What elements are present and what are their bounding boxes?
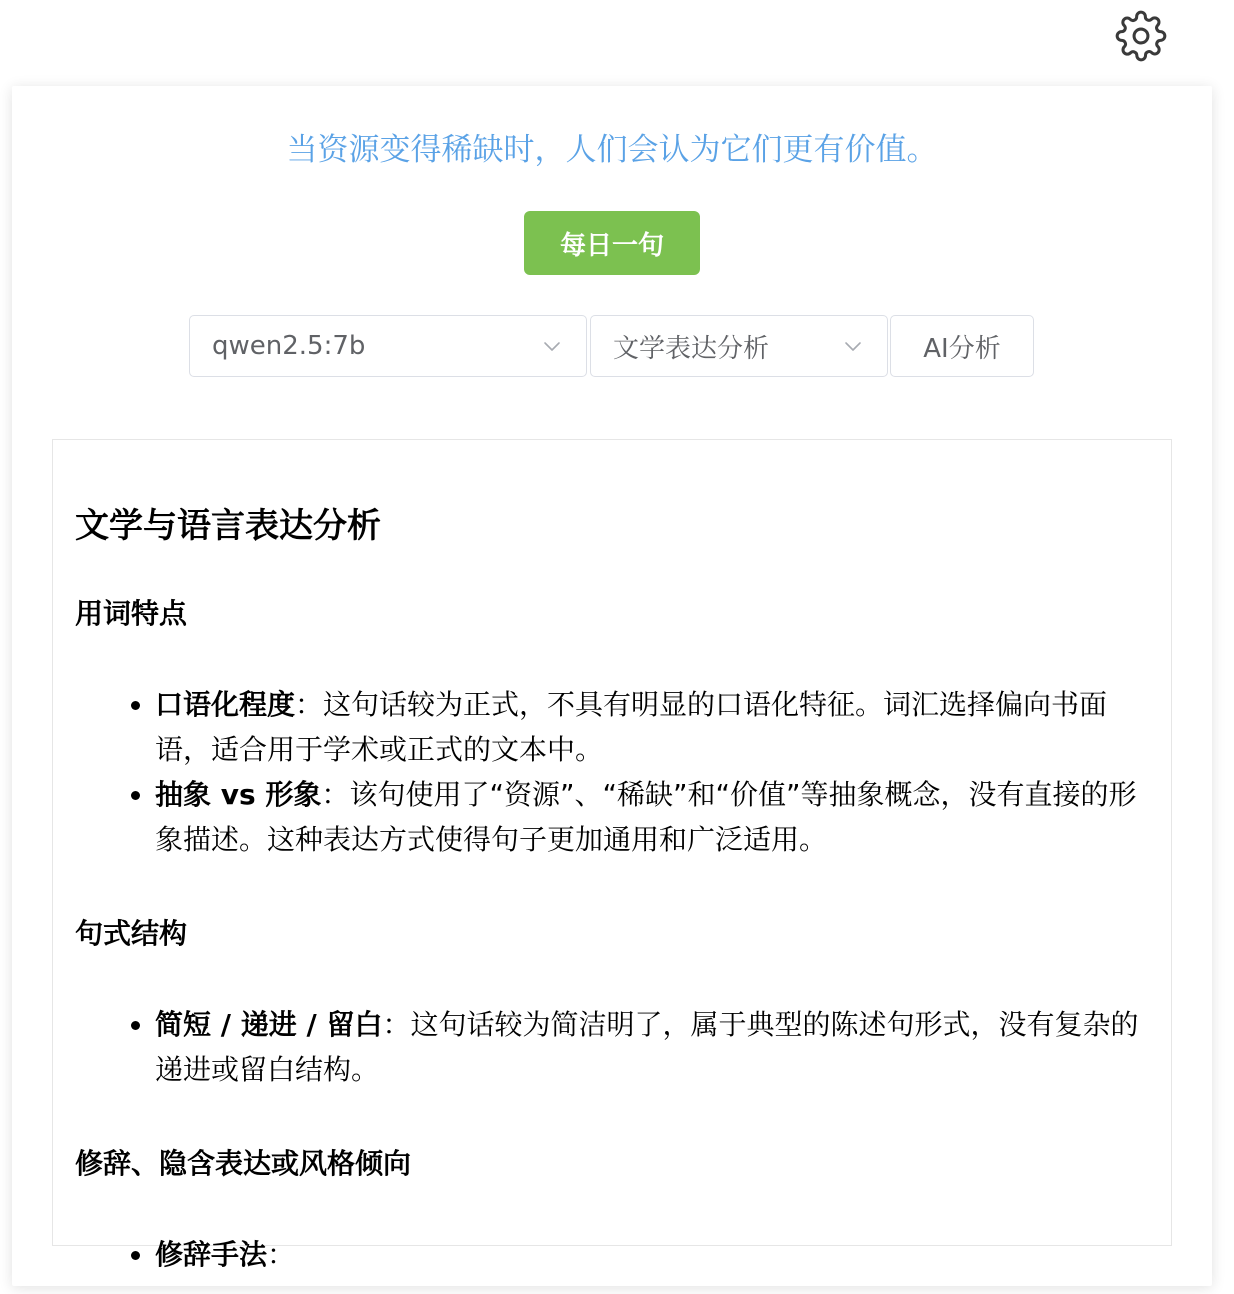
section-list <box>75 1232 1149 1277</box>
item-separator: ： <box>382 1008 411 1041</box>
mode-select-value: 文学表达分析 <box>613 333 770 364</box>
section-heading: 修辞、隐含表达或风格倾向 <box>75 1147 412 1180</box>
section-list <box>75 1002 1149 1092</box>
model-select-value: qwen2.5:7b <box>212 331 366 361</box>
item-separator: ： <box>267 1238 296 1271</box>
analysis-result-panel[interactable] <box>52 439 1172 1271</box>
section-heading: 句式结构 <box>75 917 188 950</box>
settings-button[interactable] <box>1113 10 1169 62</box>
daily-quote: 当资源变得稀缺时，人们会认为它们更有价值。 <box>286 132 938 168</box>
item-separator: ： <box>295 688 324 721</box>
list-item <box>155 682 1149 772</box>
item-text: 这句话较为简洁明了，属于典型的陈述句形式，没有复杂的递进或留白结构。 <box>155 1008 1139 1086</box>
item-term: 抽象 vs 形象 <box>155 778 322 811</box>
list-item <box>155 1232 1149 1277</box>
model-select[interactable] <box>189 315 587 377</box>
item-term: 修辞手法 <box>155 1238 268 1271</box>
ai-analyze-button[interactable]: AI分析 <box>890 315 1034 377</box>
analysis-title: 文学与语言表达分析 <box>75 506 381 546</box>
section-list <box>75 682 1149 862</box>
section-heading: 用词特点 <box>75 597 188 630</box>
list-item <box>155 1002 1149 1092</box>
chevron-down-icon <box>841 334 865 358</box>
chevron-down-icon <box>540 334 564 358</box>
item-term: 口语化程度 <box>155 688 296 721</box>
list-item <box>155 772 1149 862</box>
item-text: 该句使用了“资源”、“稀缺”和“价值”等抽象概念，没有直接的形象描述。这种表达方式使得句子更加通用和广泛适用。 <box>155 778 1137 856</box>
item-term: 简短 / 递进 / 留白 <box>155 1008 383 1041</box>
main-card <box>12 86 1212 1286</box>
analysis-mode-select[interactable] <box>590 315 888 377</box>
daily-sentence-button[interactable]: 每日一句 <box>524 211 700 275</box>
item-separator: ： <box>321 778 350 811</box>
analysis-content <box>53 506 1171 1277</box>
item-text: 这句话较为正式，不具有明显的口语化特征。词汇选择偏向书面语，适合用于学术或正式的文本中。 <box>155 688 1108 766</box>
gear-icon <box>1115 10 1167 62</box>
